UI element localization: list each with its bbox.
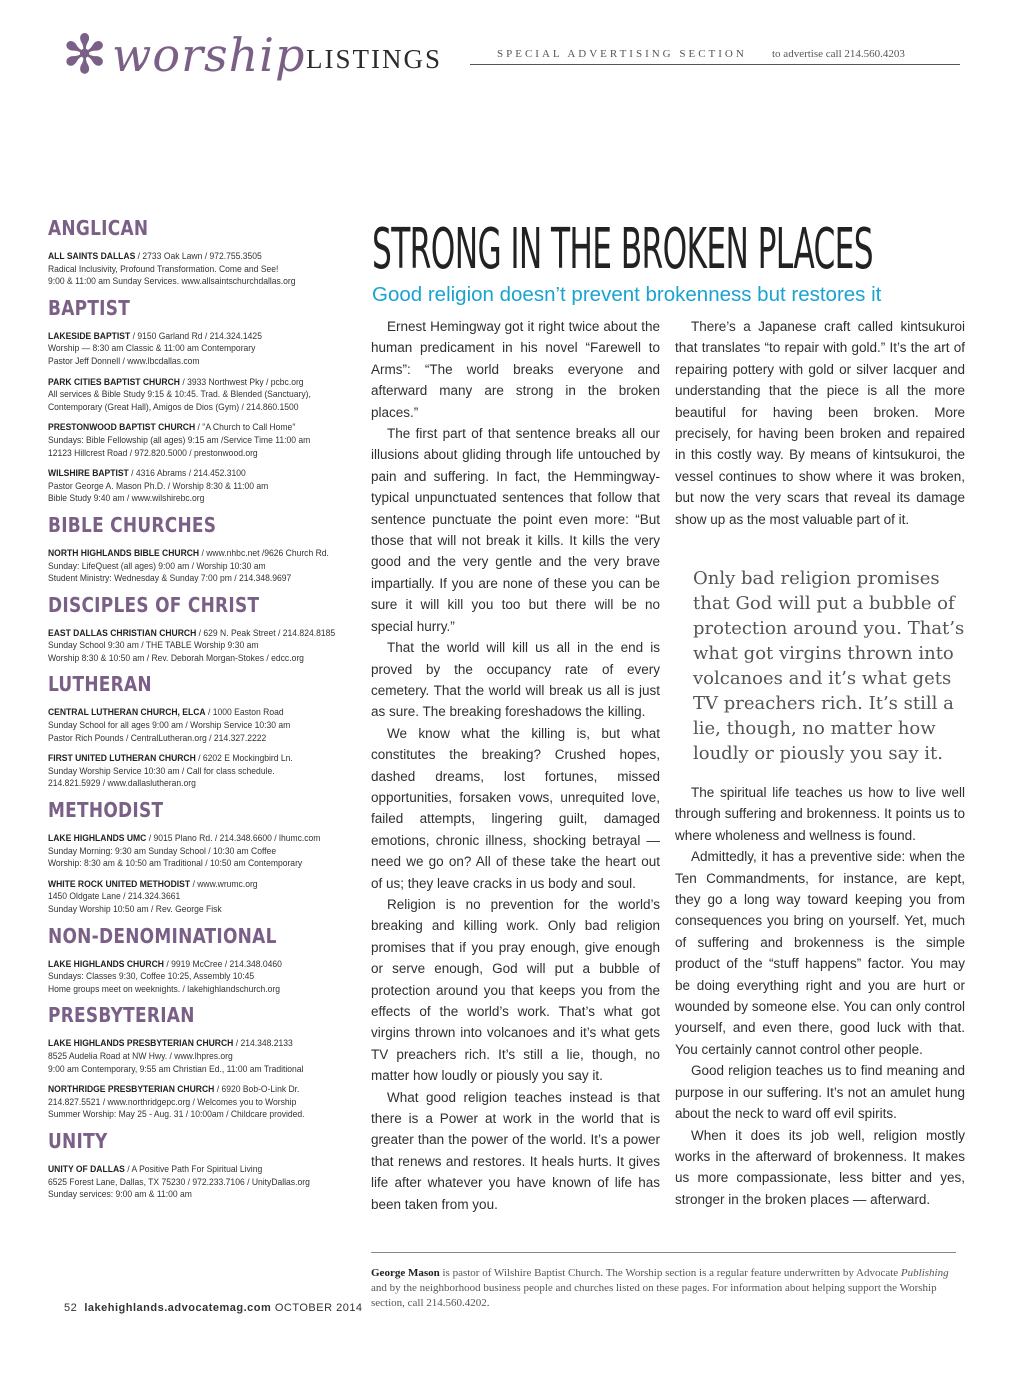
church-detail-line: / 6920 Bob-O-Link Dr.	[214, 1084, 300, 1095]
article-column-2-bottom	[675, 782, 965, 1210]
article-paragraph: The spiritual life teaches us how to live well through suffering and brokenness. It points us to where wholeness and wellness is found.	[675, 785, 965, 843]
article-paragraph: That the world will kill us all in the end is proved by the occupancy rate of every cemetery. That the world will break us all is just as sure. The breaking foreshadows the killing.	[371, 640, 660, 720]
church-entry	[48, 752, 324, 790]
church-detail-line: / 4316 Abrams / 214.452.3100	[128, 468, 246, 479]
special-advertising-label: SPECIAL ADVERTISING SECTION	[497, 48, 747, 60]
listing-section	[48, 593, 348, 665]
issue-date: OCTOBER 2014	[274, 1302, 363, 1314]
church-detail-line: 9:00 & 11:00 am Sunday Services. www.allsaintschurchdallas.org	[48, 276, 296, 287]
church-detail-line: Student Ministry: Wednesday & Sunday 7:00 pm / 214.348.9697	[48, 573, 292, 584]
church-detail-line: Sundays: Bible Fellowship (all ages) 9:15 am /Service Time 11:00 am	[48, 434, 311, 445]
header-rule	[470, 64, 960, 65]
listing-section	[48, 296, 348, 505]
church-detail-line: / 9150 Garland Rd / 214.324.1425	[130, 330, 262, 341]
category-heading: BIBLE CHURCHES	[48, 512, 217, 537]
church-name: NORTH HIGHLANDS BIBLE CHURCH	[48, 547, 200, 558]
article-paragraph: What good religion teaches instead is that there is a Power at work in the world that is greater than the power of the world. It’s a power that renews and restores. It heals hurts. It gives life after whatever you have known of life has been taken from you.	[371, 1089, 660, 1212]
church-detail-line: Worship: 8:30 am & 10:50 am Traditional / 10:50 am Contemporary	[48, 858, 303, 869]
article-paragraph: Good religion teaches us to find meaning and purpose in our suffering. It’s not an amulet hung about the neck to ward off evil spirits.	[675, 1063, 965, 1122]
church-name: NORTHRIDGE PRESBYTERIAN CHURCH	[48, 1084, 215, 1095]
church-detail-line: / 214.348.2133	[233, 1038, 293, 1049]
church-name: CENTRAL LUTHERAN CHURCH, ELCA	[48, 707, 206, 718]
footer-rule	[371, 1252, 956, 1253]
church-detail-line: 214.821.5929 / www.dallaslutheran.org	[48, 778, 196, 789]
church-entry	[48, 1083, 324, 1121]
church-detail-line: Bible Study 9:40 am / www.wilshirebc.org	[48, 493, 205, 504]
church-detail-line: Radical Inclusivity, Profound Transformation. Come and See!	[48, 263, 279, 274]
category-heading: DISCIPLES OF CHRIST	[48, 592, 260, 617]
church-detail-line: Sunday School for all ages 9:00 am / Worship Service 10:30 am	[48, 720, 291, 731]
pull-quote: Only bad religion promises that God will put a bubble of protection around you. That’s what got virgins thrown into volcanoes and it’s what gets TV preachers rich. It’s still a lie, though, no matter how loudly or piously you say it.	[693, 568, 965, 764]
church-detail-line: Summer Worship: May 25 - Aug. 31 / 10:00am / Childcare provided.	[48, 1109, 305, 1120]
church-detail-line: All services & Bible Study 9:15 & 10:45. Trad. & Blended (Sanctuary),	[48, 389, 311, 400]
church-detail-line: 9:00 am Contemporary, 9:55 am Christian Ed., 11:00 am Traditional	[48, 1063, 304, 1074]
church-entry	[48, 1037, 324, 1075]
article-paragraph: When it does its job well, religion mostly works in the afterward of brokenness. It makes us more compassionate, less bitter and yes, stronger in the broken places — afterward.	[675, 1127, 965, 1207]
category-heading: PRESBYTERIAN	[48, 1003, 195, 1028]
church-entry	[48, 878, 324, 916]
listing-section	[48, 924, 348, 996]
church-detail-line: / "A Church to Call Home"	[195, 422, 296, 433]
church-detail-line: / 1000 Easton Road	[205, 707, 284, 718]
listing-section	[48, 1129, 348, 1201]
article-column-1	[371, 316, 660, 1215]
church-detail-line: Sundays: Classes 9:30, Coffee 10:25, Assembly 10:45	[48, 971, 255, 982]
church-entry	[48, 421, 324, 459]
church-detail-line: Sunday: LifeQuest (all ages) 9:00 am / Worship 10:30 am	[48, 560, 266, 571]
church-entry	[48, 330, 324, 368]
category-heading: LUTHERAN	[48, 672, 152, 697]
church-entry	[48, 627, 336, 665]
article-paragraph: We know what the killing is, but what constitutes the breaking? Crushed hopes, dashed dreams, lost fortunes, missed opportunities, forsaken vows, unrequited love, failed attempts, lingering guilt, damaged emotions, chronic illness, shocking betrayal — need we go on? All of these take the heart out of us; they leave cracks in us body and soul.	[371, 725, 660, 891]
church-name: WHITE ROCK UNITED METHODIST	[48, 878, 191, 889]
church-name: LAKESIDE BAPTIST	[48, 330, 131, 341]
article-paragraph: Admittedly, it has a preventive side: when the Ten Commandments, for instance, are kept, they go a long way toward keeping you from consequences you bring on yourself. Yet, much of suffering and brokenness is the simple product of the “stuff happens” factor. You may be doing everything right and you are hurt or wounded by someone else. You can only control yourself, and even there, good luck with that. You certainly cannot control other people.	[675, 849, 965, 1057]
flower-ornament-icon: ✻	[62, 23, 108, 86]
church-detail-line: / 9919 McCree / 214.348.0460	[163, 958, 282, 969]
article-paragraph: The first part of that sentence breaks all our illusions about gliding through life untouched by pain and suffering. In fact, the Hemmingway-typical unpunctuated sentences that follow that sentence punctuate the point even more: “But those that will not break it kills. It kills the very good and the very gentle and the very brave impartially. If you are none of these you can be sure it will kill you too but there will be no special hurry.”	[371, 426, 660, 634]
church-entry	[48, 1163, 324, 1201]
category-heading: UNITY	[48, 1128, 108, 1153]
article-column-2-top	[675, 316, 965, 530]
church-name: ALL SAINTS DALLAS	[48, 251, 136, 261]
church-detail-line: Sunday services: 9:00 am & 11:00 am	[48, 1189, 192, 1200]
church-listings	[48, 216, 348, 1209]
section-logo-listings: LISTINGS	[306, 44, 442, 74]
author-name: George Mason	[371, 1267, 440, 1279]
church-entry	[48, 250, 324, 288]
section-logo-worship: worship	[112, 28, 306, 82]
bio-publishing: Publishing	[900, 1267, 949, 1279]
category-heading: BAPTIST	[48, 295, 131, 320]
church-entry	[48, 958, 324, 996]
listing-section	[48, 672, 348, 790]
church-detail-line: Pastor Rich Pounds / CentralLutheran.org / 214.327.2222	[48, 732, 267, 743]
church-detail-line: Sunday School 9:30 am / THE TABLE Worship 9:30 am	[48, 640, 259, 651]
listing-section	[48, 216, 348, 288]
church-detail-line: / A Positive Path For Spiritual Living	[124, 1163, 263, 1174]
church-detail-line: / 6202 E Mockingbird Ln.	[195, 753, 293, 764]
church-name: EAST DALLAS CHRISTIAN CHURCH	[48, 627, 197, 638]
church-entry	[48, 467, 324, 505]
page-folio	[64, 1302, 363, 1314]
church-detail-line: 12123 Hillcrest Road / 972.820.5000 / prestonwood.org	[48, 447, 258, 458]
church-name: LAKE HIGHLANDS PRESBYTERIAN CHURCH	[48, 1038, 234, 1049]
church-detail-line: Home groups meet on weeknights. / lakehighlandschurch.org	[48, 983, 281, 994]
church-name: PARK CITIES BAPTIST CHURCH	[48, 376, 180, 387]
listing-section	[48, 798, 348, 916]
church-name: PRESTONWOOD BAPTIST CHURCH	[48, 422, 196, 433]
category-heading: ANGLICAN	[48, 216, 149, 240]
church-detail-line: / 3933 Northwest Pky / pcbc.org	[179, 376, 304, 387]
article-subtitle: Good religion doesn’t prevent brokenness but restores it	[372, 283, 882, 306]
church-detail-line: / 9015 Plano Rd. / 214.348.6600 / lhumc.com	[146, 833, 321, 844]
bio-text-2: and by the neighborhood business people and churches listed on these pages. For information about helping support the Worship section, call 214.560.4202.	[371, 1282, 937, 1309]
category-heading: NON-DENOMINATIONAL	[48, 923, 277, 948]
church-detail-line: Worship 8:30 & 10:50 am / Rev. Deborah Morgan-Stokes / edcc.org	[48, 652, 304, 663]
church-name: WILSHIRE BAPTIST	[48, 468, 129, 479]
church-detail-line: Worship — 8:30 am Classic & 11:00 am Contemporary	[48, 343, 256, 354]
advertise-phone: to advertise call 214.560.4203	[772, 48, 905, 60]
church-name: FIRST UNITED LUTHERAN CHURCH	[48, 753, 196, 764]
church-detail-line: Pastor Jeff Donnell / www.lbcdallas.com	[48, 355, 200, 366]
bio-text-1: is pastor of Wilshire Baptist Church. The Worship section is a regular feature underwritten by Advocate	[439, 1267, 901, 1279]
article-paragraph: Ernest Hemingway got it right twice about the human predicament in his novel “Farewell to Arms”: “The world breaks everyone and afterward many are strong in the broken places.”	[371, 319, 660, 420]
website-url[interactable]: lakehighlands.advocatemag.com	[84, 1302, 272, 1314]
church-entry	[48, 832, 324, 870]
church-entry	[48, 547, 329, 585]
category-heading: METHODIST	[48, 798, 164, 823]
church-name: UNITY OF DALLAS	[48, 1163, 125, 1174]
church-detail-line: 8525 Audelia Road at NW Hwy. / www.lhpres.org	[48, 1050, 233, 1061]
church-detail-line: Sunday Worship Service 10:30 am / Call for class schedule.	[48, 765, 275, 776]
church-detail-line: 6525 Forest Lane, Dallas, TX 75230 / 972.233.7106 / UnityDallas.org	[48, 1176, 310, 1187]
church-detail-line: Sunday Worship 10:50 am / Rev. George Fisk	[48, 904, 222, 914]
church-detail-line: / www.nhbc.net /9626 Church Rd.	[199, 547, 329, 558]
church-detail-line: / 629 N. Peak Street / 214.824.8185	[196, 627, 336, 638]
church-detail-line: Contemporary (Great Hall), Amigos de Dios (Gym) / 214.860.1500	[48, 401, 299, 412]
author-bio	[371, 1266, 961, 1311]
church-entry	[48, 376, 324, 414]
church-detail-line: 214.827.5521 / www.northridgepc.org / Welcomes you to Worship	[48, 1096, 297, 1107]
church-detail-line: Sunday Morning: 9:30 am Sunday School / 10:30 am Coffee	[48, 845, 277, 856]
article-paragraph: There’s a Japanese craft called kintsukuroi that translates “to repair with gold.” It’s the art of repairing pottery with gold or silver lacquer and understanding that the piece is all the more beautiful for having been broken. More precisely, for having been broken and repaired in this costly way. By means of kintsukuroi, the vessel continues to show where it was broken, but now the very scars that reveal its damage show up as the most valuable part of it.	[675, 319, 965, 527]
church-name: LAKE HIGHLANDS CHURCH	[48, 958, 164, 969]
church-detail-line: Pastor George A. Mason Ph.D. / Worship 8:30 & 11:00 am	[48, 480, 269, 491]
listing-section	[48, 1003, 348, 1121]
church-detail-line: 1450 Oldgate Lane / 214.324.3661	[48, 891, 181, 902]
page-number: 52	[64, 1302, 78, 1314]
church-detail-line: / 2733 Oak Lawn / 972.755.3505	[135, 251, 262, 261]
listing-section	[48, 513, 348, 585]
article-paragraph: Religion is no prevention for the world’s breaking and killing work. Only bad religion promises that if you pray enough, give enough or serve enough, God will put a bubble of protection around you that keeps you from the effects of the world’s work. That’s what got virgins thrown into volcanoes and it’s what gets TV preachers rich. It’s still a lie, though, no matter how loudly or piously you say it.	[371, 896, 660, 1084]
church-entry	[48, 706, 324, 744]
article-title: STRONG IN THE BROKEN PLACES	[372, 217, 874, 282]
church-detail-line: / www.wrumc.org	[190, 878, 258, 889]
church-name: LAKE HIGHLANDS UMC	[48, 833, 147, 844]
